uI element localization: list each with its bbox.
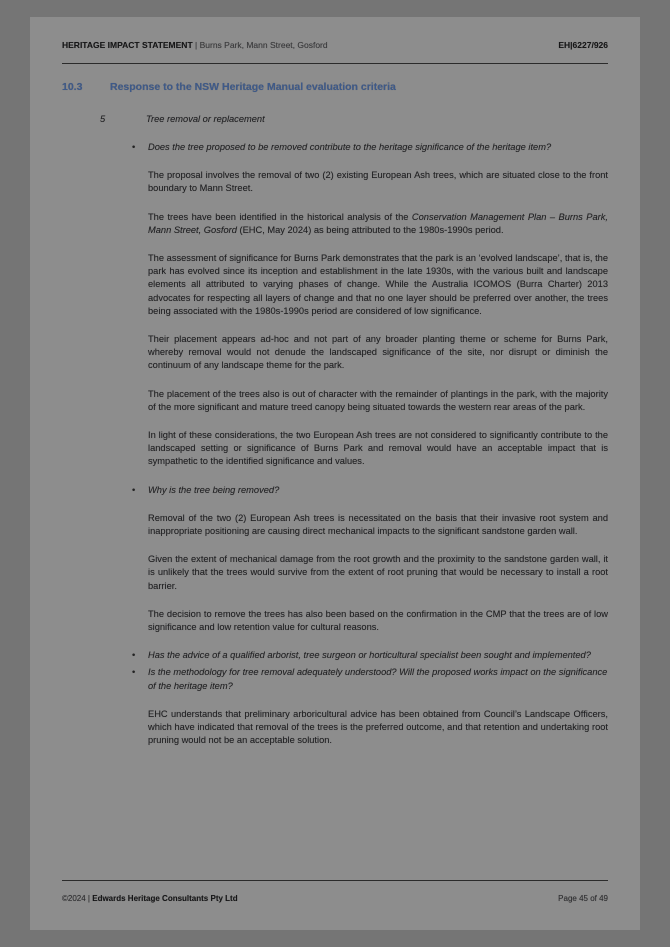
- document-page: [30, 17, 640, 930]
- section-number: 10.3: [62, 81, 83, 93]
- criterion-item: [62, 113, 608, 126]
- body-paragraph: [148, 211, 608, 237]
- question-text: Does the tree proposed to be removed contribute to the heritage significance of the heritage item?: [148, 142, 552, 152]
- question-text: Is the methodology for tree removal adequately understood? Will the proposed works impact on the significance of the heritage item?: [148, 667, 608, 691]
- body-paragraph: EHC understands that preliminary arboricultural advice has been obtained from Council’s Landscape Officers, which have indicated that removal of the trees is the preferred outcome, and that retention and undertaking root pruning would not be an acceptable solution.: [148, 708, 608, 746]
- question-text: Why is the tree being removed?: [148, 484, 280, 495]
- bullet-icon: •: [132, 650, 136, 661]
- footer-copyright: ©2024 |: [62, 894, 90, 903]
- page-footer: [62, 880, 608, 903]
- paragraph-text: The trees have been identified in the historical analysis of the: [148, 211, 412, 222]
- header-title-location: | Burns Park, Mann Street, Gosford: [192, 40, 328, 50]
- footer-page-number: Page 45 of 49: [558, 894, 608, 903]
- header-rule: [62, 63, 608, 64]
- body-paragraph: Removal of the two (2) European Ash trees is necessitated on the basis that their invasive root system and inappropriate positioning are causing direct mechanical impacts to the significant sandstone garden wall.: [148, 512, 608, 537]
- bullet-question: [132, 484, 608, 497]
- bullet-question: [132, 141, 608, 154]
- bullet-icon: •: [132, 667, 136, 678]
- footer-company-line: [62, 894, 238, 903]
- page-header: [62, 17, 608, 51]
- criterion-label: Tree removal or replacement: [146, 114, 265, 124]
- header-title-main: HERITAGE IMPACT STATEMENT: [62, 40, 193, 50]
- bullet-icon: •: [132, 484, 136, 495]
- body-paragraph: Given the extent of mechanical damage from the root growth and the proximity to the sandstone garden wall, it is unlikely that the trees would survive from the extent of root pruning that would be necessary to install a root barrier.: [148, 554, 608, 591]
- body-paragraph: The placement of the trees also is out of character with the remainder of plantings in the park, with the majority of the more significant and mature treed canopy being situated towards the western rear areas of the park.: [148, 388, 608, 412]
- page-content: [30, 17, 640, 748]
- bullet-icon: •: [132, 142, 136, 152]
- body-paragraph: The decision to remove the trees has also been based on the confirmation in the CMP that the trees are of low significance and low retention value for cultural reasons.: [148, 608, 608, 633]
- body-paragraph: The proposal involves the removal of two (2) existing European Ash trees, which are situated close to the front boundary to Mann Street.: [148, 170, 608, 194]
- body-paragraph: Their placement appears ad-hoc and not part of any broader planting theme or scheme for Burns Park, whereby removal would not denude the landscaped significance of the site, nor disrupt or diminish the continuum of any landscape theme for the park.: [148, 334, 608, 371]
- bullet-question: [132, 666, 608, 692]
- section-title: Response to the NSW Heritage Manual evaluation criteria: [110, 81, 396, 93]
- header-reference: EH|6227/926: [558, 40, 608, 50]
- paragraph-text: (EHC, May 2024) as being attributed to the 1980s-1990s period.: [236, 224, 504, 235]
- bullet-question: [132, 649, 608, 662]
- header-document-title: [62, 40, 328, 51]
- cited-document-title: Conservation Management Plan – Burns Park, Mann Street, Gosford: [148, 211, 608, 235]
- footer-company-name: Edwards Heritage Consultants Pty Ltd: [92, 894, 238, 903]
- body-paragraph: The assessment of significance for Burns Park demonstrates that the park is an ‘evolved landscape’, that is, the park has evolved since its inception and establishment in the late 1930s, with the various built and landscape elements all attributed to varying phases of change. While the Australia ICOMOS (Burra Charter) 2013 advocates for respecting all layers of change and that no one layer should be preferred over another, the trees being associated with the 1980s-1990s period are considered of low significance.: [148, 253, 608, 316]
- criterion-number: 5: [100, 114, 106, 124]
- body-paragraph: In light of these considerations, the two European Ash trees are not considered to significantly contribute to the landscaped setting or significance of Burns Park and removal would have an acceptable impact that is sympathetic to the identified significance and values.: [148, 430, 608, 467]
- question-text: Has the advice of a qualified arborist, tree surgeon or horticultural specialist been sought and implemented?: [148, 650, 591, 661]
- section-heading: [62, 81, 608, 94]
